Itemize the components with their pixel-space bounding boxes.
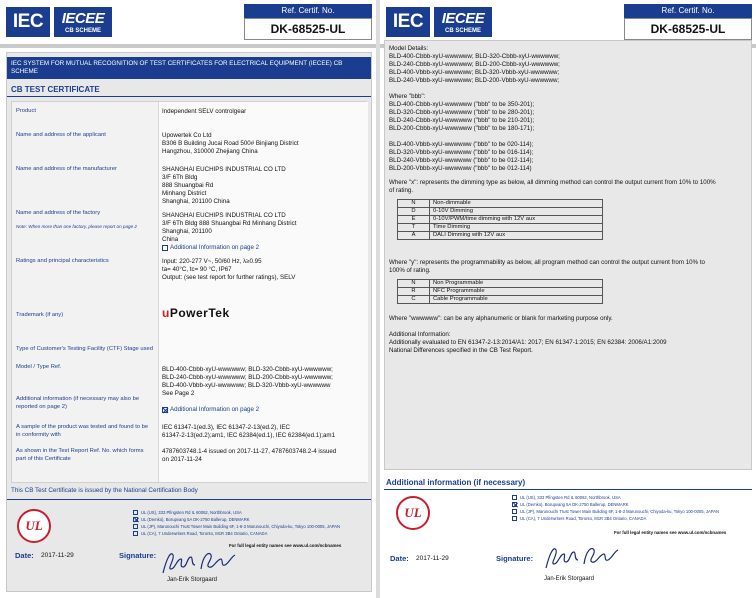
additional-info-if-necessary-title: Additional information (if necessary) xyxy=(386,478,526,487)
page-header xyxy=(0,0,376,48)
iecee-logo-top: IECEE xyxy=(61,10,105,27)
ul-address-list xyxy=(133,509,340,537)
signature-label: Signature: xyxy=(119,551,157,560)
y-intro-line-2: 100% of rating. xyxy=(389,267,431,274)
table-row xyxy=(398,296,603,304)
ul-address-demko: UL (Demko), Borupvang 5A DK-2750 Ballerup, DENMARK xyxy=(520,502,629,507)
factory-line-4: China xyxy=(162,236,179,243)
ref-certificate-block xyxy=(244,4,372,40)
dimming-code: T xyxy=(398,224,430,232)
legal-entity-note: For full legal entity names see www.ul.com/ncbnames xyxy=(614,530,727,535)
legal-entity-note: For full legal entity names see www.ul.com/ncbnames xyxy=(229,543,342,548)
ref-certificate-label: Ref. Certif. No. xyxy=(244,4,372,18)
ul-address-row xyxy=(512,515,719,522)
factory-label: Name and address of the factory xyxy=(16,210,101,216)
bbb-c-line-3: BLD-240-Cbbb-xyU-wwwwww ("bbb" to be 210-201); xyxy=(389,117,535,124)
address-checkbox xyxy=(133,531,138,536)
ratings-line-2: ta= 40°C, tc= 90 °C, IP67 xyxy=(162,266,232,273)
ref-certificate-block xyxy=(624,4,752,40)
ratings-line-1: Input: 220-277 V~, 50/60 Hz, λ≥0.95 xyxy=(162,258,262,265)
ul-logo: UL xyxy=(17,509,51,543)
dimming-code: N xyxy=(398,200,430,208)
ul-address-us: UL (US), 333 Pfingsten Rd IL 60062, Northbrook, USA xyxy=(520,495,621,500)
certificate-body xyxy=(6,52,372,592)
bbb-v-line-1: BLD-400-Vbbb-xyU-wwwwww ("bbb" to be 020-114); xyxy=(389,141,534,148)
manufacturer-line-1: SHANGHAI EUCHIPS INDUSTRIAL CO LTD xyxy=(162,166,286,173)
model-details-line-4: BLD-240-Vbbb-xyU-wwwwww; BLD-200-Vbbb-xyU-wwwwww; xyxy=(389,77,560,84)
programmability-table xyxy=(397,279,603,304)
ul-address-ca: UL (CA), 7 Underwriters Road, Toronto, M1R 3B4 Ontario, CANADA xyxy=(520,516,647,521)
sample-line-2: 61347-2-13(ed.2);am1, IEC 62384(ed.1), IEC 62384(ed.1);am1 xyxy=(162,432,336,439)
iecee-logo xyxy=(434,7,492,37)
ul-address-row xyxy=(512,494,719,501)
address-checkbox xyxy=(133,524,138,529)
dimming-desc: DALI Dimming with 12V aux xyxy=(430,232,603,240)
applicant-label: Name and address of the applicant xyxy=(16,132,106,138)
bbb-title: Where "bbb": xyxy=(389,93,426,100)
program-code: R xyxy=(398,288,430,296)
product-value: Independent SELV controlgear xyxy=(162,108,247,115)
x-intro-line-1: Where "x": represents the dimming type as below, all dimming method can control the output current from 10% to 100% xyxy=(389,179,716,186)
manufacturer-line-5: Shanghai, 201100 China xyxy=(162,198,230,205)
factory-info-checkbox xyxy=(162,245,168,251)
date-label: Date: xyxy=(15,551,34,560)
dimming-desc: 0-10V/PWM/time dimming with 12V aux xyxy=(430,216,603,224)
trademark-logo xyxy=(162,306,230,320)
bbb-c-line-1: BLD-400-Cbbb-xyU-wwwwww ("bbb" to be 350-201); xyxy=(389,101,535,108)
report-label: As shown in the Test Report Ref. No. which forms part of this Certificate xyxy=(16,448,144,462)
program-desc: Non Programmable xyxy=(430,280,603,288)
manufacturer-line-4: Minhang District xyxy=(162,190,207,197)
dimming-type-table xyxy=(397,199,603,240)
footer-divider xyxy=(7,499,371,500)
ul-address-row xyxy=(512,508,719,515)
bbb-c-line-2: BLD-320-Cbbb-xyU-wwwwww ("bbb" to be 280-201); xyxy=(389,109,535,116)
ref-certificate-number: DK-68525-UL xyxy=(624,18,752,40)
date-value: 2017-11-29 xyxy=(416,555,449,562)
ratings-label: Ratings and principal characteristics xyxy=(16,258,109,264)
model-details-title: Model Details: xyxy=(389,45,429,52)
sample-line-1: IEC 61347-1(ed.3), IEC 61347-2-13(ed.2), IEC xyxy=(162,424,290,431)
model-line-3: BLD-400-Vbbb-xyU-wwwwww; BLD-320-Vbbb-xyU-wwwwww xyxy=(162,382,331,389)
signer-name: Jan-Erik Storgaard xyxy=(544,576,595,582)
signature-label: Signature: xyxy=(496,554,534,563)
table-row xyxy=(398,200,603,208)
iec-iecee-logo xyxy=(6,4,112,40)
model-line-1: BLD-400-Cbbb-xyU-wwwwww; BLD-320-Cbbb-xyU-wwwwww; xyxy=(162,366,333,373)
program-desc: NFC Programmable xyxy=(430,288,603,296)
additional-info-label: Additional information (if necessary may also be reported on page 2) xyxy=(16,396,140,410)
ul-address-row xyxy=(133,509,340,516)
model-line-4: See Page 2 xyxy=(162,390,195,397)
ref-certificate-label: Ref. Certif. No. xyxy=(624,4,752,18)
table-row xyxy=(398,224,603,232)
address-checkbox xyxy=(512,516,517,521)
model-line-2: BLD-240-Cbbb-xyU-wwwwww; BLD-200-Cbbb-xyU-wwwwww; xyxy=(162,374,333,381)
ul-address-us: UL (US), 333 Pfingsten Rd IL 60062, Northbrook, USA xyxy=(141,510,242,515)
factory-line-3: Shanghai, 201100 xyxy=(162,228,212,235)
wwwwww-note: Where "wwwwww": can be any alphanumeric or blank for marketing purpose only. xyxy=(389,315,613,322)
address-checkbox xyxy=(133,510,138,515)
dimming-code: E xyxy=(398,216,430,224)
address-checkbox xyxy=(512,509,517,514)
applicant-line-2: B306 B Building Jucai Road 500# Binjiang District xyxy=(162,140,299,147)
cb-certificate-page-1 xyxy=(0,0,376,598)
model-details-line-2: BLD-240-Cbbb-xyU-wwwwww; BLD-200-Cbbb-xyU-wwwwww; xyxy=(389,61,560,68)
table-row xyxy=(398,232,603,240)
certificate-fields xyxy=(11,101,367,483)
iec-logo: IEC xyxy=(6,7,50,37)
date-label: Date: xyxy=(390,554,409,563)
cb-certificate-page-2 xyxy=(380,0,756,598)
signature-mark xyxy=(540,542,620,572)
trademark-rest: PowerTek xyxy=(169,306,230,320)
bbb-v-line-4: BLD-200-Vbbb-xyU-wwwwww ("bbb" to be 012-114) xyxy=(389,165,532,172)
trademark-u: u xyxy=(162,306,170,320)
additional-info-checkbox xyxy=(162,407,168,413)
bbb-c-line-4: BLD-200-Cbbb-xyU-wwwwww ("bbb" to be 180-171); xyxy=(389,125,535,132)
applicant-line-3: Hangzhou, 310000 Zhejiang China xyxy=(162,148,258,155)
ul-logo: UL xyxy=(396,496,430,530)
dimming-desc: Non-dimmable xyxy=(430,200,603,208)
manufacturer-label: Name and address of the manufacturer xyxy=(16,166,117,172)
program-code: N xyxy=(398,280,430,288)
sample-label: A sample of the product was tested and found to be in conformity with xyxy=(16,424,149,438)
issued-by-note: This CB Test Certificate is issued by the National Certification Body xyxy=(11,487,198,494)
report-line-1: 4787603748.1-4 issued on 2017-11-27, 4787603748.2-4 issued xyxy=(162,448,337,455)
address-checkbox xyxy=(512,495,517,500)
table-row xyxy=(398,288,603,296)
ul-address-row xyxy=(133,516,340,523)
y-intro-line-1: Where "y": represents the programmability as below, all program method can control the output current from 10% to xyxy=(389,259,705,266)
applicant-line-1: Upowertek Co Ltd xyxy=(162,132,212,139)
manufacturer-line-3: 888 Shuangbai Rd xyxy=(162,182,214,189)
ul-address-list xyxy=(512,494,719,522)
ref-certificate-number: DK-68525-UL xyxy=(244,18,372,40)
date-value: 2017-11-29 xyxy=(41,552,74,559)
additional-info-link xyxy=(162,406,259,413)
iec-iecee-logo xyxy=(386,4,492,40)
bbb-v-line-3: BLD-240-Vbbb-xyU-wwwwww ("bbb" to be 012-114); xyxy=(389,157,534,164)
iecee-logo-top: IECEE xyxy=(441,10,485,27)
product-label: Product xyxy=(16,108,36,114)
factory-note: Note: When more than one factory, please report on page 2 xyxy=(16,224,137,229)
x-intro-line-2: of rating. xyxy=(389,187,414,194)
trademark-label: Trademark (if any) xyxy=(16,312,64,318)
program-desc: Cable Programmable xyxy=(430,296,603,304)
certificate-title: CB TEST CERTIFICATE xyxy=(11,85,100,94)
header-divider xyxy=(0,44,376,48)
address-checkbox-checked xyxy=(512,502,517,507)
ul-address-jp: UL (JP), Marunouchi Trust Tower Main Building 6F, 1-8-3 Marunouchi, Chiyoda-ku, Tokyo 100-0005, JAPAN xyxy=(520,509,720,514)
ul-address-row xyxy=(133,523,340,530)
dimming-desc: Time Dimming xyxy=(430,224,603,232)
iecee-logo-bottom: CB SCHEME xyxy=(444,28,481,34)
report-line-2: on 2017-11-24 xyxy=(162,456,202,463)
factory-line-1: SHANGHAI EUCHIPS INDUSTRIAL CO LTD xyxy=(162,212,286,219)
factory-info-text: Additional Information on page 2 xyxy=(170,244,260,251)
table-row xyxy=(398,280,603,288)
dimming-code: D xyxy=(398,208,430,216)
model-details-line-1: BLD-400-Cbbb-xyU-wwwwww; BLD-320-Cbbb-xyU-wwwwww; xyxy=(389,53,560,60)
table-row xyxy=(398,216,603,224)
system-title-bar: IEC SYSTEM FOR MUTUAL RECOGNITION OF TEST CERTIFICATES FOR ELECTRICAL EQUIPMENT (IECEE) CB SCHEME xyxy=(7,57,371,79)
ctf-label: Type of Customer's Testing Facility (CTF) Stage used xyxy=(16,346,153,352)
factory-line-2: 3/F 6Th Bldg 888 Shuangbai Rd Minhang District xyxy=(162,220,297,227)
iec-logo: IEC xyxy=(386,7,430,37)
title-divider xyxy=(7,96,371,97)
iecee-logo xyxy=(54,7,112,37)
footer-divider xyxy=(384,489,752,490)
factory-additional-info xyxy=(162,244,259,251)
dimming-code: A xyxy=(398,232,430,240)
model-label: Model / Type Ref. xyxy=(16,364,62,370)
signer-name: Jan-Erik Storgaard xyxy=(167,577,218,583)
ul-address-jp: UL (JP), Marunouchi Trust Tower Main Building 6F, 1-8-3 Marunouchi, Chiyoda-ku, Tokyo 100-0005, JAPAN xyxy=(141,524,341,529)
ratings-line-3: Output: (see test report for further ratings), SELV xyxy=(162,274,296,281)
additional-info-line-2: National Differences specified in the CB Test Report. xyxy=(389,347,533,354)
manufacturer-line-2: 3/F 6Th Bldg xyxy=(162,174,198,181)
model-details-body xyxy=(384,40,752,470)
additional-info-text: Additional Information on page 2 xyxy=(170,406,260,413)
ul-address-ca: UL (CA), 7 Underwriters Road, Toronto, M1R 3B4 Ontario, CANADA xyxy=(141,531,268,536)
table-row xyxy=(398,208,603,216)
iecee-logo-bottom: CB SCHEME xyxy=(64,28,101,34)
additional-info-line-1: Additionally evaluated to EN 61347-2-13:2014/A1: 2017; EN 61347-1:2015; EN 62384: 2006/A1:2009 xyxy=(389,339,667,346)
address-checkbox-checked xyxy=(133,517,138,522)
model-details-line-3: BLD-400-Vbbb-xyU-wwwwww; BLD-320-Vbbb-xyU-wwwwww; xyxy=(389,69,560,76)
signature-mark xyxy=(157,547,237,577)
program-code: C xyxy=(398,296,430,304)
ul-address-row xyxy=(512,501,719,508)
ul-address-row xyxy=(133,530,340,537)
dimming-desc: 0-10V Dimming xyxy=(430,208,603,216)
bbb-v-line-2: BLD-320-Vbbb-xyU-wwwwww ("bbb" to be 016-114); xyxy=(389,149,534,156)
additional-info-title: Additional Information: xyxy=(389,331,451,338)
ul-address-demko: UL (Demko), Borupvang 5A DK-2750 Ballerup, DENMARK xyxy=(141,517,250,522)
